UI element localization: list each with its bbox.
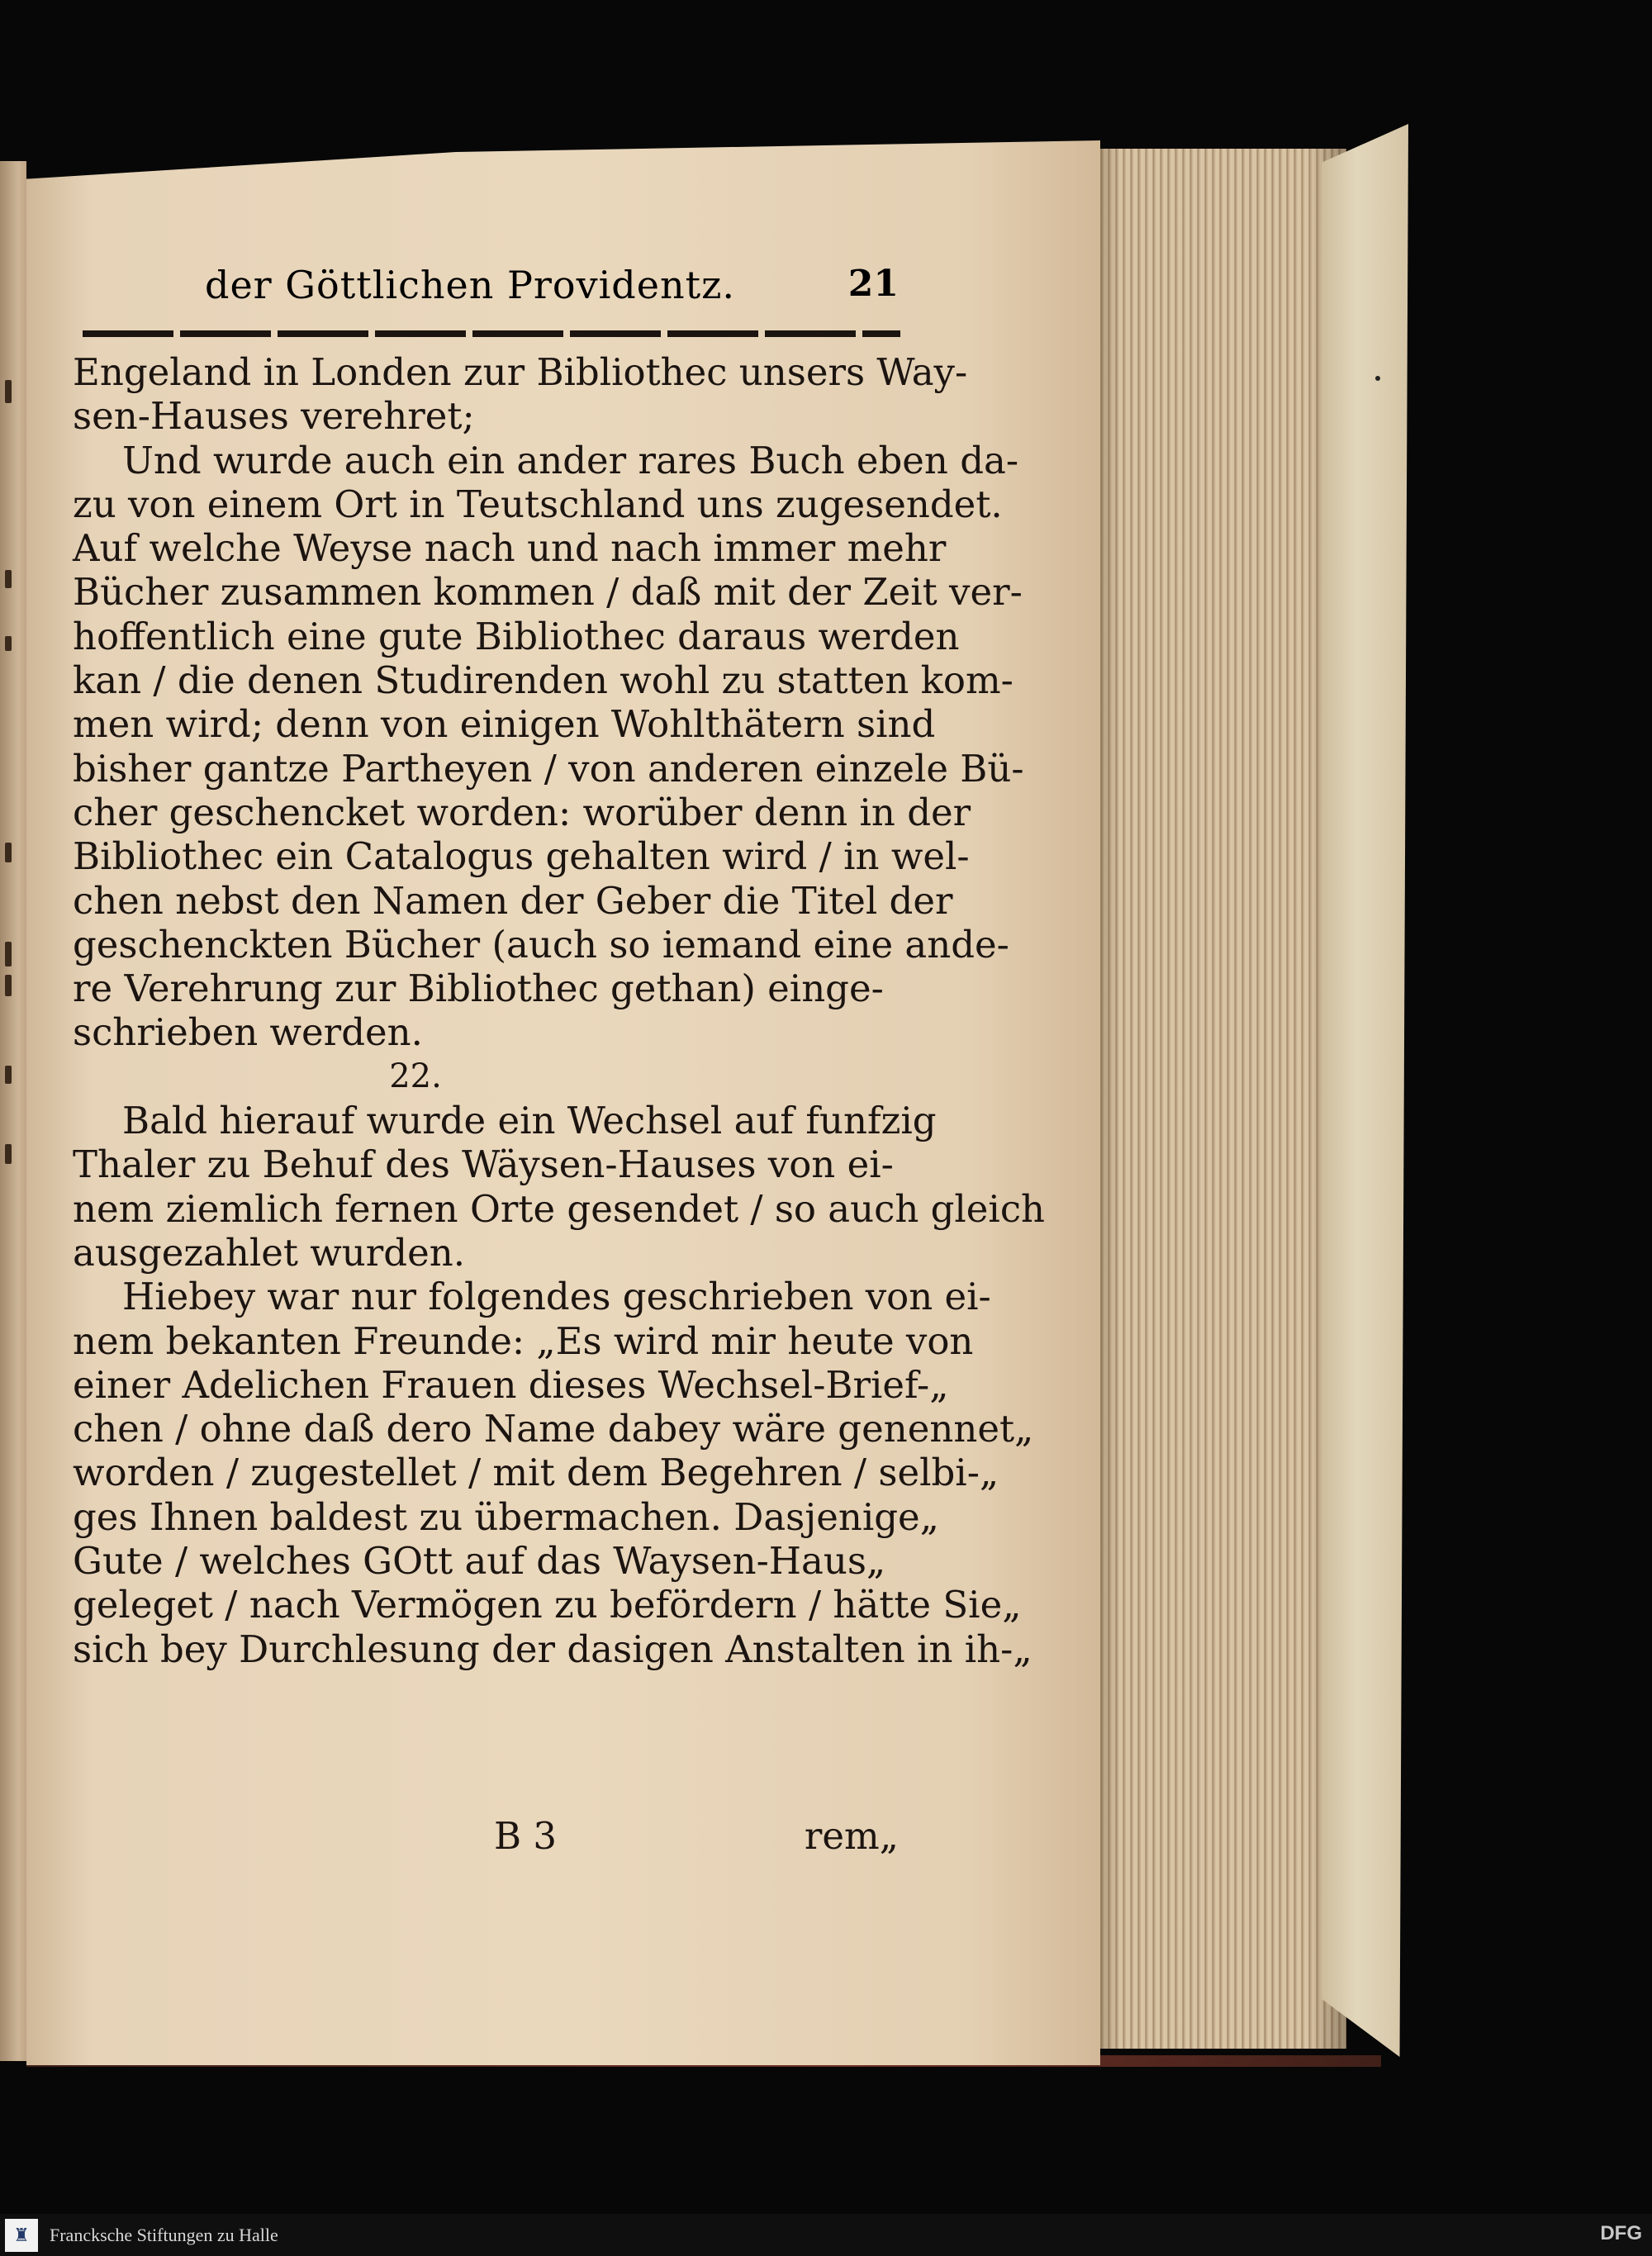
dfg-logo: DFG [1600, 2222, 1642, 2244]
section-number: 22. [389, 1057, 442, 1095]
text-line: geleget / nach Vermögen zu befördern / hätte Sie„ [73, 1583, 1022, 1627]
vellum-cover [1322, 124, 1408, 2057]
text-line: Thaler zu Behuf des Wäysen-Hauses von ei- [73, 1142, 894, 1187]
text-line: Bücher zusammen kommen / daß mit der Zeit ver- [73, 570, 1023, 615]
page-header [73, 263, 899, 312]
text-line: kan / die denen Studirenden wohl zu statten kom- [73, 658, 1014, 703]
page-stack-shadow [1090, 149, 1346, 2049]
text-line: Bald hierauf wurde ein Wechsel auf funfzig [122, 1099, 937, 1143]
text-line: nem bekanten Freunde: „Es wird mir heute von [73, 1318, 974, 1363]
catchword: rem„ [804, 1814, 899, 1858]
page-number: 21 [847, 263, 899, 305]
viewer-footer [0, 2214, 1652, 2256]
text-line: chen nebst den Namen der Geber die Titel der [73, 878, 953, 923]
running-head: der Göttlichen Providentz. [205, 263, 735, 307]
signature-mark: B 3 [494, 1814, 558, 1858]
text-line: zu von einem Ort in Teutschland uns zugesendet. [73, 482, 1003, 526]
text-line: ges Ihnen baldest zu übermachen. Dasjenige„ [73, 1494, 939, 1539]
text-line: hoffentlich eine gute Bibliothec daraus werden [73, 614, 960, 658]
text-line: re Verehrung zur Bibliothec gethan) einge- [73, 967, 884, 1011]
page-foot [73, 1814, 899, 1864]
text-line: schrieben werden. [73, 1010, 423, 1055]
text-line: sich bey Durchlesung der dasigen Anstalten in ih-„ [73, 1627, 1032, 1671]
header-rule [83, 330, 900, 337]
text-line: ausgezahlet wurden. [73, 1230, 466, 1275]
text-line: Auf welche Weyse nach und nach immer mehr [73, 526, 947, 571]
text-line: einer Adelichen Frauen dieses Wechsel-Brief-„ [73, 1362, 949, 1407]
text-line: cher geschencket worden: worüber denn in der [73, 790, 971, 834]
body-text [73, 350, 1046, 1671]
text-line: worden / zugestellet / mit dem Begehren / selbi-„ [73, 1451, 999, 1495]
institution-logo-icon: ♜ [5, 2219, 38, 2252]
text-line: Bibliothec ein Catalogus gehalten wird / in wel- [73, 834, 970, 879]
text-line: Gute / welches GOtt auf das Waysen-Haus„ [73, 1539, 886, 1584]
text-line: nem ziemlich fernen Orte gesendet / so auch gleich [73, 1186, 1046, 1231]
text-line: men wird; denn von einigen Wohlthätern sind [73, 702, 936, 747]
text-line: sen-Hauses verehret; [73, 394, 475, 439]
text-line: geschenckten Bücher (auch so iemand eine ande- [73, 922, 1009, 967]
text-line: Engeland in Londen zur Bibliothec unsers Way- [73, 350, 968, 394]
text-line: Hiebey war nur folgendes geschrieben von ei- [122, 1275, 991, 1319]
left-facing-page [0, 161, 26, 2061]
footer-institution-label: Francksche Stiftungen zu Halle [50, 2225, 278, 2245]
text-line: Und wurde auch ein ander rares Buch eben da- [122, 438, 1019, 482]
text-line: bisher gantze Partheyen / von anderen einzele Bü- [73, 746, 1024, 791]
cover-spot [1375, 376, 1380, 381]
text-line: chen / ohne daß dero Name dabey wäre genennet„ [73, 1407, 1034, 1451]
